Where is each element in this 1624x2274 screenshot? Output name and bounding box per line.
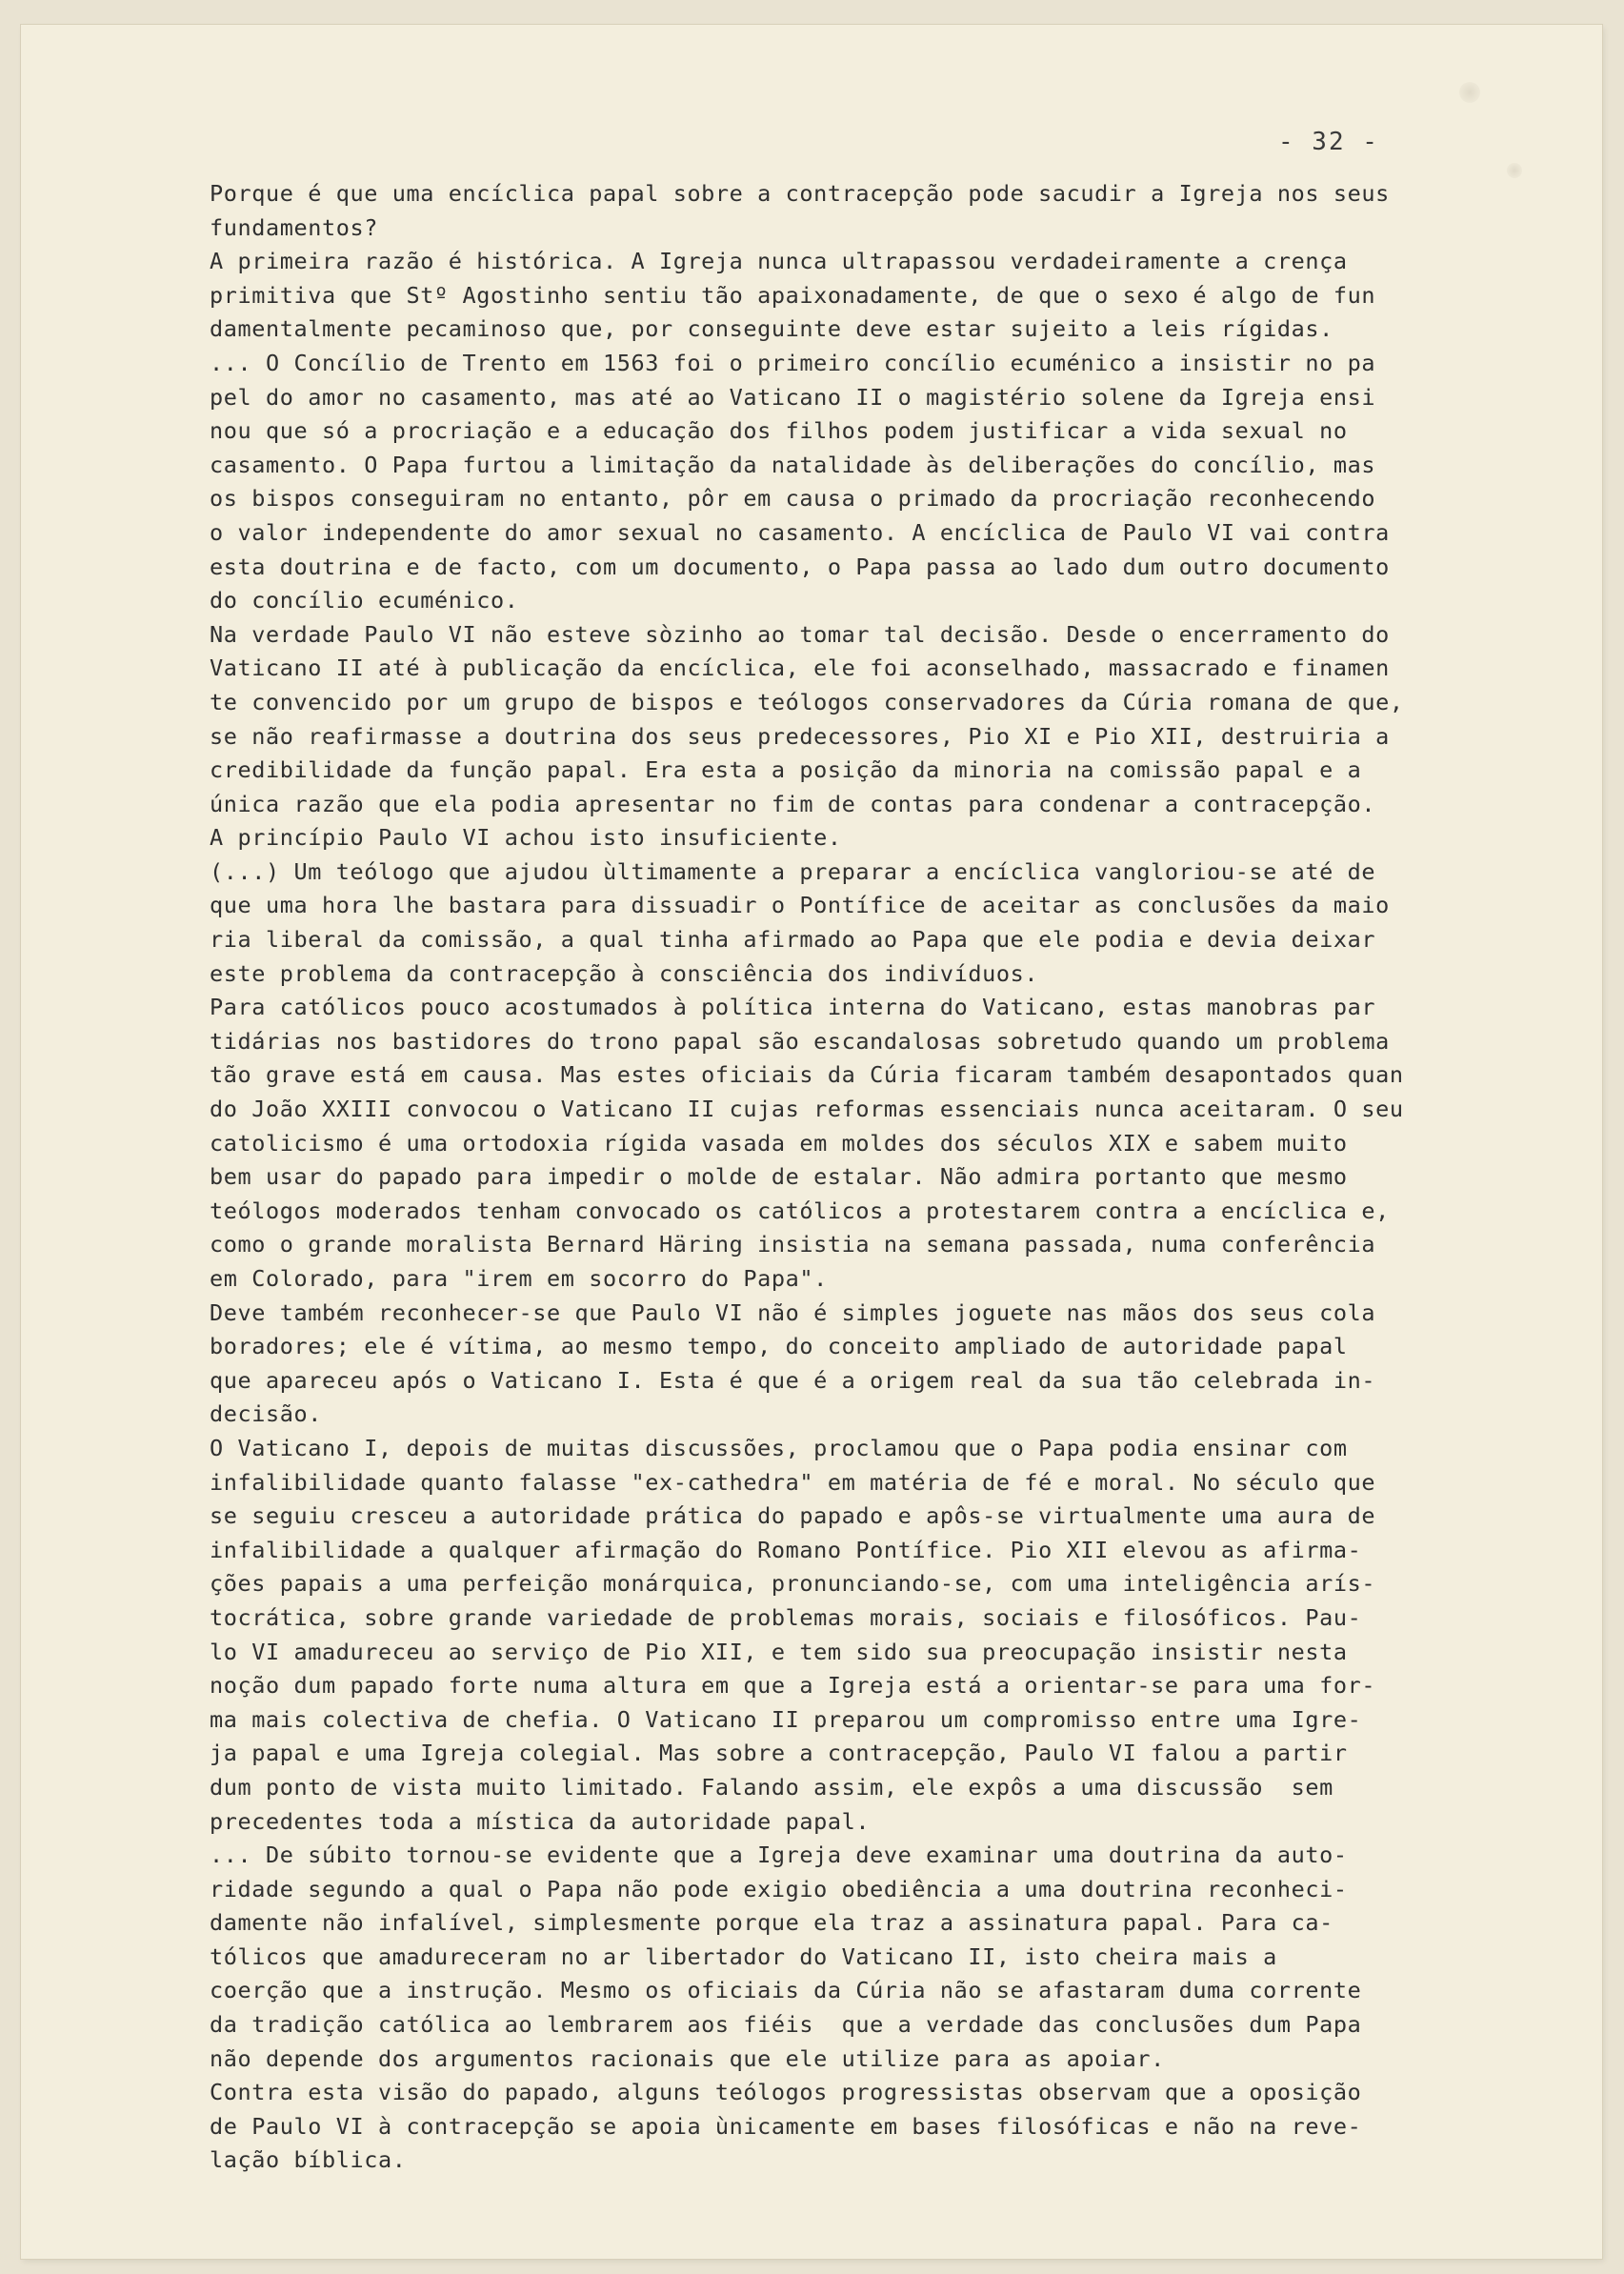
page-number: - 32 - xyxy=(1278,128,1379,156)
text-line: ... De súbito tornou-se evidente que a Igreja deve examinar uma doutrina da auto- xyxy=(210,1841,1348,1869)
text-line: credibilidade da função papal. Era esta a posição da minoria na comissão papal e a xyxy=(210,756,1362,784)
text-line: damente não infalível, simplesmente porque ela traz a assinatura papal. Para ca- xyxy=(210,1909,1333,1937)
text-line: (...) Um teólogo que ajudou ùltimamente a preparar a encíclica vangloriou-se até de xyxy=(210,857,1376,885)
text-line: ções papais a uma perfeição monárquica, pronunciando-se, com uma inteligência arís- xyxy=(210,1570,1376,1598)
text-line: os bispos conseguiram no entanto, pôr em causa o primado da procriação reconhecendo xyxy=(210,485,1376,513)
text-line: A princípio Paulo VI achou isto insuficiente. xyxy=(210,824,842,852)
text-line: que uma hora lhe bastara para dissuadir o Pontífice de aceitar as conclusões da maio xyxy=(210,892,1390,919)
text-line: teólogos moderados tenham convocado os católicos a protestarem contra a encíclica e, xyxy=(210,1197,1390,1224)
text-line: noção dum papado forte numa altura em que a Igreja está a orientar-se para uma for- xyxy=(210,1672,1376,1700)
text-line: primitiva que Stº Agostinho sentiu tão apaixonadamente, de que o sexo é algo de fun xyxy=(210,281,1376,309)
text-line: esta doutrina e de facto, com um documento, o Papa passa ao lado dum outro documento xyxy=(210,553,1390,580)
text-line: boradores; ele é vítima, ao mesmo tempo, do conceito ampliado de autoridade papal xyxy=(210,1333,1348,1360)
text-line: do João XXIII convocou o Vaticano II cujas reformas essenciais nunca aceitaram. O seu xyxy=(210,1096,1404,1123)
text-line: Porque é que uma encíclica papal sobre a contracepção pode sacudir a Igreja nos seus xyxy=(210,180,1390,207)
text-line: O Vaticano I, depois de muitas discussões, proclamou que o Papa podia ensinar com xyxy=(210,1434,1348,1461)
text-line: ridade segundo a qual o Papa não pode exigio obediência a uma doutrina reconheci- xyxy=(210,1875,1348,1902)
text-line: precedentes toda a mística da autoridade papal. xyxy=(210,1807,871,1835)
text-line: tão grave está em causa. Mas estes oficiais da Cúria ficaram também desapontados quan xyxy=(210,1061,1404,1089)
text-line: Contra esta visão do papado, alguns teólogos progressistas observam que a oposição xyxy=(210,2079,1362,2106)
text-line: em Colorado, para "irem em socorro do Papa". xyxy=(210,1265,828,1292)
text-line: como o grande moralista Bernard Häring insistia na semana passada, numa conferência xyxy=(210,1231,1376,1258)
text-line: este problema da contracepção à consciência dos indivíduos. xyxy=(210,959,1039,987)
text-line: tocrática, sobre grande variedade de problemas morais, sociais e filosóficos. Pau- xyxy=(210,1603,1362,1631)
text-line: casamento. O Papa furtou a limitação da natalidade às deliberações do concílio, mas xyxy=(210,451,1376,478)
text-line: da tradição católica ao lembrarem aos fiéis que a verdade das conclusões dum Papa xyxy=(210,2011,1362,2039)
text-line: tólicos que amadureceram no ar libertador do Vaticano II, isto cheira mais a xyxy=(210,1942,1277,1970)
text-line: Para católicos pouco acostumados à política interna do Vaticano, estas manobras par xyxy=(210,994,1376,1021)
text-line: do concílio ecuménico. xyxy=(210,587,519,614)
text-line: dum ponto de vista muito limitado. Falando assim, ele expôs a uma discussão sem xyxy=(210,1773,1333,1801)
text-line: fundamentos? xyxy=(210,213,378,241)
typewritten-text xyxy=(210,177,1514,2178)
text-line: nou que só a procriação e a educação dos filhos podem justificar a vida sexual no xyxy=(210,417,1348,445)
text-line: que apareceu após o Vaticano I. Esta é que é a origem real da sua tão celebrada in- xyxy=(210,1366,1376,1394)
text-line: tidárias nos bastidores do trono papal são escandalosas sobretudo quando um problema xyxy=(210,1027,1390,1055)
text-line: bem usar do papado para impedir o molde de estalar. Não admira portanto que mesmo xyxy=(210,1163,1348,1191)
text-line: catolicismo é uma ortodoxia rígida vasada em moldes dos séculos XIX e sabem muito xyxy=(210,1129,1348,1157)
text-line: se não reafirmasse a doutrina dos seus predecessores, Pio XI e Pio XII, destruiria a xyxy=(210,722,1390,750)
text-line: infalibilidade quanto falasse "ex-cathedra" em matéria de fé e moral. No século que xyxy=(210,1468,1376,1496)
text-line: ma mais colectiva de chefia. O Vaticano II preparou um compromisso entre uma Igre- xyxy=(210,1705,1362,1733)
text-line: damentalmente pecaminoso que, por conseguinte deve estar sujeito a leis rígidas. xyxy=(210,315,1333,343)
text-line: de Paulo VI à contracepção se apoia ùnicamente em bases filosóficas e não na reve- xyxy=(210,2112,1362,2140)
text-line: Deve também reconhecer-se que Paulo VI não é simples joguete nas mãos dos seus cola xyxy=(210,1298,1376,1326)
text-line: decisão. xyxy=(210,1400,322,1428)
text-line: pel do amor no casamento, mas até ao Vaticano II o magistério solene da Igreja ensi xyxy=(210,383,1376,411)
text-line: lação bíblica. xyxy=(210,2146,407,2174)
text-line: A primeira razão é histórica. A Igreja nunca ultrapassou verdadeiramente a crença xyxy=(210,248,1348,275)
document-page xyxy=(21,25,1602,2259)
text-line: coerção que a instrução. Mesmo os oficiais da Cúria não se afastaram duma corrente xyxy=(210,1977,1362,2004)
text-line: ja papal e uma Igreja colegial. Mas sobre a contracepção, Paulo VI falou a partir xyxy=(210,1740,1348,1767)
text-line: única razão que ela podia apresentar no fim de contas para condenar a contracepção. xyxy=(210,790,1376,817)
text-line: Na verdade Paulo VI não esteve sòzinho ao tomar tal decisão. Desde o encerramento do xyxy=(210,620,1390,648)
text-line: te convencido por um grupo de bispos e teólogos conservadores da Cúria romana de que, xyxy=(210,688,1404,715)
text-line: ... O Concílio de Trento em 1563 foi o primeiro concílio ecuménico a insistir no pa xyxy=(210,349,1376,376)
text-line: se seguiu cresceu a autoridade prática do papado e apôs-se virtualmente uma aura de xyxy=(210,1502,1376,1530)
text-line: Vaticano II até à publicação da encíclica, ele foi aconselhado, massacrado e finamen xyxy=(210,654,1390,682)
text-line: lo VI amadureceu ao serviço de Pio XII, e tem sido sua preocupação insistir nesta xyxy=(210,1638,1348,1665)
text-line: infalibilidade a qualquer afirmação do Romano Pontífice. Pio XII elevou as afirma- xyxy=(210,1536,1362,1563)
paper-mark xyxy=(1507,163,1522,178)
text-line: não depende dos argumentos racionais que ele utilize para as apoiar. xyxy=(210,2044,1165,2072)
text-line: ria liberal da comissão, a qual tinha afirmado ao Papa que ele podia e devia deixar xyxy=(210,926,1376,954)
paper-mark xyxy=(1459,82,1480,103)
text-line: o valor independente do amor sexual no casamento. A encíclica de Paulo VI vai contra xyxy=(210,518,1390,546)
